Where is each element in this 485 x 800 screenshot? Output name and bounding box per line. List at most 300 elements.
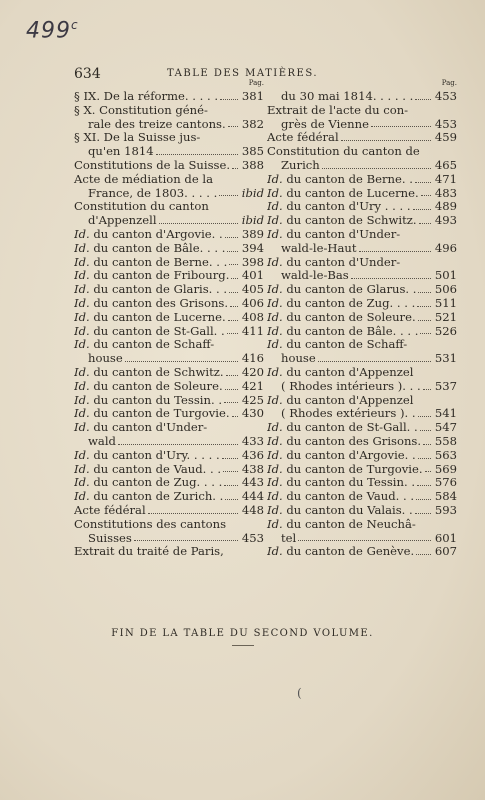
dot-leader: [231, 278, 237, 279]
toc-page-number: 389: [241, 226, 264, 241]
pag-label: Pag.: [248, 79, 264, 87]
dot-leader: [415, 182, 431, 183]
toc-entry: [74, 380, 264, 394]
toc-entry-title: [88, 214, 157, 228]
toc-entry: [74, 476, 264, 490]
toc-entry: [74, 311, 264, 325]
dot-leader: [228, 126, 238, 127]
dot-leader: [225, 389, 238, 390]
toc-entry-label: Extrait du traité de Paris,: [74, 544, 224, 559]
toc-entry: [74, 256, 264, 270]
toc-id-abbrev: Id.: [267, 490, 283, 504]
toc-page-number: 430: [241, 406, 264, 421]
toc-entry: [267, 269, 457, 283]
toc-right-column: [267, 78, 457, 559]
toc-entry-title: [74, 504, 146, 518]
toc-entry-title: [281, 118, 369, 132]
toc-entry-label: du canton de Glaris. . .: [89, 283, 228, 297]
toc-entry: [74, 118, 264, 132]
toc-entry: [267, 380, 457, 394]
pag-label: Pag.: [441, 79, 457, 87]
toc-id-abbrev: Id.: [74, 227, 90, 241]
toc-entry-title: [74, 256, 227, 270]
dot-leader: [419, 223, 431, 224]
toc-page-number: ibid: [241, 213, 264, 228]
toc-id-abbrev: Id.: [267, 200, 283, 214]
toc-entry-label: du canton d'Under-: [282, 254, 401, 269]
toc-page-number: 496: [434, 240, 457, 255]
toc-entry: [267, 545, 457, 559]
toc-page-number: 558: [434, 433, 457, 448]
dot-leader: [418, 320, 431, 321]
end-title: FIN DE LA TABLE DU SECOND VOLUME.: [111, 628, 374, 639]
toc-id-abbrev: Id.: [267, 516, 283, 531]
toc-entry-title: [267, 504, 413, 518]
toc-entry-title: [74, 242, 225, 256]
toc-entry: [267, 532, 457, 546]
dot-leader: [225, 237, 238, 238]
toc-page-number: 526: [434, 323, 457, 338]
toc-entry: [267, 407, 457, 421]
toc-entry-label: du canton de Turgovie.: [282, 462, 423, 476]
toc-entry: [267, 283, 457, 297]
toc-page-number: 459: [434, 130, 457, 145]
toc-id-abbrev: Id.: [74, 310, 90, 324]
dot-leader: [415, 99, 431, 100]
toc-entry-label: Constitution du canton de: [267, 144, 420, 159]
toc-entry: [267, 463, 457, 477]
toc-left-column: [74, 78, 264, 559]
toc-entry-title: [267, 449, 416, 463]
dot-leader: [341, 140, 431, 141]
toc-entry-line: [267, 145, 457, 159]
toc-entry-title: [267, 297, 415, 311]
dot-leader: [322, 168, 431, 169]
toc-entry-label: du canton de Genève.: [282, 545, 415, 559]
toc-entry-label: qu'en 1814: [88, 145, 154, 159]
toc-id-abbrev: Id.: [267, 476, 283, 490]
toc-page-number: 531: [434, 351, 457, 366]
toc-id-abbrev: Id.: [267, 226, 283, 241]
toc-id-abbrev: Id.: [74, 407, 90, 421]
toc-entry: [74, 394, 264, 408]
dot-leader: [227, 333, 238, 334]
toc-id-abbrev: Id.: [74, 379, 90, 393]
toc-entry-label: wald: [88, 434, 116, 448]
toc-entry: [74, 463, 264, 477]
dot-leader: [224, 485, 238, 486]
toc-id-abbrev: Id.: [74, 324, 90, 338]
toc-entry-label: wald-le-Haut: [281, 241, 357, 255]
dot-leader: [418, 292, 430, 293]
dot-leader: [134, 540, 238, 541]
toc-entry-label: Constitutions de la Suisse.: [74, 158, 231, 172]
toc-entry-label: du canton de Schaff-: [89, 337, 215, 352]
toc-entry-line: [267, 104, 457, 118]
toc-id-abbrev: Id.: [74, 296, 90, 310]
toc-entry-title: [74, 269, 229, 283]
toc-page-number: 593: [434, 502, 457, 517]
toc-entry-title: [74, 90, 218, 104]
toc-entry-label: du canton d'Ury. . . . .: [89, 448, 220, 462]
toc-entry: [267, 352, 457, 366]
toc-entry-title: [88, 352, 123, 366]
dot-leader: [118, 444, 238, 445]
dot-leader: [225, 499, 237, 500]
toc-page-number: 489: [434, 199, 457, 214]
dot-leader: [417, 485, 431, 486]
toc-entry-line: [74, 421, 264, 435]
toc-entry: [267, 131, 457, 145]
toc-page-number: 521: [434, 309, 457, 324]
dot-leader: [425, 471, 431, 472]
dot-leader: [415, 513, 431, 514]
toc-entry: [267, 173, 457, 187]
toc-page-number: 388: [241, 157, 264, 172]
toc-entry-title: [74, 311, 226, 325]
toc-entry-line: [267, 228, 457, 242]
dot-leader: [416, 499, 431, 500]
toc-entry: [74, 214, 264, 228]
dot-leader: [359, 251, 431, 252]
toc-id-abbrev: Id.: [74, 462, 90, 476]
toc-entry: [74, 145, 264, 159]
toc-entry-title: [267, 463, 423, 477]
dot-leader: [223, 471, 238, 472]
toc-entry: [267, 421, 457, 435]
toc-entry-label: du canton d'Under-: [89, 420, 208, 435]
toc-entry: [267, 311, 457, 325]
toc-entry-title: [74, 463, 221, 477]
toc-entry: [267, 490, 457, 504]
dot-leader: [229, 292, 238, 293]
toc-entry-label: France, de 1803. . . . .: [88, 186, 218, 200]
toc-entry-label: du canton de Vaud. . .: [89, 462, 222, 476]
toc-entry-label: § XI. De la Suisse jus-: [74, 130, 201, 145]
toc-entry: [267, 214, 457, 228]
toc-entry: [267, 200, 457, 214]
toc-entry-title: [74, 325, 225, 339]
toc-entry: [74, 242, 264, 256]
toc-entry-title: [281, 159, 320, 173]
toc-page-number: 382: [241, 116, 264, 131]
toc-page-number: 483: [434, 185, 457, 200]
toc-entry-label: Extrait de l'acte du con-: [267, 102, 409, 117]
toc-entry-label: rale des treize cantons.: [88, 117, 226, 131]
dot-leader: [298, 540, 431, 541]
toc-entry-label: house: [281, 352, 316, 366]
dot-leader: [125, 361, 238, 362]
toc-entry-title: [74, 394, 222, 408]
dot-leader: [229, 264, 238, 265]
toc-entry-label: du canton du Tessin. .: [282, 476, 416, 490]
dot-leader: [148, 513, 238, 514]
dot-leader: [418, 458, 431, 459]
toc-entry: [267, 118, 457, 132]
toc-entry-label: du canton de Zug. . . .: [89, 476, 223, 490]
toc-entry-label: du canton de Vaud. . .: [282, 490, 415, 504]
toc-page-number: 541: [434, 406, 457, 421]
toc-entry-label: ( Rhodes extérieurs ). .: [281, 407, 416, 421]
toc-entry-title: [74, 449, 220, 463]
toc-id-abbrev: Id.: [267, 421, 283, 435]
toc-entry-line: [74, 545, 264, 559]
toc-entry-label: du canton de Schwitz.: [89, 365, 224, 379]
toc-id-abbrev: Id.: [74, 476, 90, 490]
toc-entry-title: [267, 214, 417, 228]
toc-page-number: 569: [434, 461, 457, 476]
dot-leader: [156, 154, 238, 155]
dot-leader: [222, 458, 238, 459]
toc-entry-label: § IX. De la réforme. . . . .: [74, 90, 219, 103]
toc-entry-title: [281, 269, 349, 283]
toc-entry-title: [281, 380, 421, 394]
dot-leader: [232, 416, 238, 417]
toc-entry-title: [267, 325, 418, 339]
bottom-mark: (: [297, 686, 302, 700]
toc-id-abbrev: Id.: [267, 434, 283, 448]
toc-entry-label: du canton de Berne. .: [282, 172, 413, 186]
toc-entry-line: [267, 338, 457, 352]
toc-id-abbrev: Id.: [267, 324, 283, 338]
toc-id-abbrev: Id.: [267, 337, 283, 352]
toc-entry: [74, 407, 264, 421]
toc-id-abbrev: Id.: [74, 255, 90, 269]
toc-entry-label: Suisses: [88, 531, 132, 545]
toc-entry: [74, 352, 264, 366]
toc-entry-label: du canton de Turgovie.: [89, 407, 230, 421]
toc-entry-title: [74, 490, 223, 504]
toc-page-number: 576: [434, 475, 457, 490]
toc-entry: [74, 435, 264, 449]
toc-entry-title: [267, 131, 339, 145]
toc-entry-title: [74, 159, 230, 173]
dot-leader: [226, 375, 238, 376]
toc-entry-title: [267, 187, 419, 201]
toc-id-abbrev: Id.: [267, 545, 283, 559]
toc-entry: [74, 449, 264, 463]
toc-page-number: 436: [241, 447, 264, 462]
toc-entry-label: tel: [281, 531, 297, 545]
toc-page-number: 385: [241, 144, 264, 159]
toc-page-number: 607: [434, 544, 457, 559]
toc-entry-line: [74, 338, 264, 352]
toc-entry-title: [281, 90, 413, 104]
toc-entry-title: [267, 490, 414, 504]
toc-id-abbrev: Id.: [267, 462, 283, 476]
toc-entry-label: du canton de Glarus. .: [282, 283, 417, 297]
dot-leader: [420, 333, 430, 334]
dot-leader: [416, 554, 431, 555]
handwritten-note: 499$^c$: [26, 18, 79, 44]
toc-entry: [74, 532, 264, 546]
toc-entry-title: [74, 366, 224, 380]
toc-entry: [74, 159, 264, 173]
toc-page-number: 416: [241, 351, 264, 366]
toc-entry-label: du canton de Bâle. . . .: [89, 241, 226, 255]
toc-page-number: 465: [434, 157, 457, 172]
dot-leader: [219, 195, 237, 196]
toc-page-number: 453: [434, 116, 457, 131]
toc-entry: [267, 476, 457, 490]
toc-entry-label: du canton d'Under-: [282, 226, 401, 241]
toc-entry-label: du canton de Soleure.: [89, 379, 223, 393]
toc-entry: [74, 366, 264, 380]
toc-entry-title: [88, 145, 154, 159]
toc-entry-label: wald-le-Bas: [281, 269, 349, 283]
toc-entry-label: grès de Vienne: [281, 117, 369, 131]
toc-id-abbrev: Id.: [74, 365, 90, 379]
dot-leader: [351, 278, 431, 279]
toc-entry: [267, 435, 457, 449]
dot-leader: [227, 251, 237, 252]
toc-entry-label: § X. Constitution géné-: [74, 102, 208, 117]
toc-page-number: 394: [241, 240, 264, 255]
toc-id-abbrev: Id.: [74, 393, 90, 407]
toc-page-number: 408: [241, 309, 264, 324]
toc-entry: [74, 297, 264, 311]
toc-entry-label: du canton de Zurich. .: [89, 490, 224, 504]
toc-entry: [267, 242, 457, 256]
toc-page-number: 506: [434, 282, 457, 297]
toc-page-number: 471: [434, 171, 457, 186]
dot-leader: [318, 361, 431, 362]
toc-entry: [267, 325, 457, 339]
dot-leader: [423, 444, 431, 445]
toc-page-number: 401: [241, 268, 264, 283]
toc-id-abbrev: Id.: [267, 392, 283, 407]
toc-entry-title: [267, 200, 411, 214]
toc-entry: [267, 159, 457, 173]
toc-entry-label: du canton de Berne. . .: [89, 255, 228, 269]
toc-entry-title: [267, 421, 418, 435]
toc-id-abbrev: Id.: [74, 490, 90, 504]
toc-entry-label: du 30 mai 1814. . . . . .: [281, 90, 414, 103]
toc-entry-label: du canton d'Appenzel: [282, 364, 414, 379]
dot-leader: [371, 126, 431, 127]
toc-entry-title: [267, 173, 413, 187]
toc-entry-label: du canton du Tessin. .: [89, 393, 223, 407]
toc-page-number: 421: [241, 378, 264, 393]
toc-entry-label: du canton de St-Gall. .: [282, 421, 418, 435]
toc-entry: [74, 269, 264, 283]
toc-page-number: 453: [241, 530, 264, 545]
toc-page-number: 453: [434, 89, 457, 103]
toc-entry: [74, 490, 264, 504]
toc-id-abbrev: Id.: [267, 172, 283, 186]
toc-entry-title: [74, 297, 228, 311]
toc-entry-title: [74, 407, 230, 421]
toc-entry-title: [88, 187, 217, 201]
dot-leader: [413, 209, 431, 210]
toc-id-abbrev: Id.: [74, 420, 90, 435]
toc-entry-title: [267, 545, 414, 559]
toc-page-number: 438: [241, 461, 264, 476]
toc-id-abbrev: Id.: [267, 448, 283, 462]
toc-entry-line: [267, 256, 457, 270]
toc-page-number: 537: [434, 378, 457, 393]
toc-entry-label: ( Rhodes intérieurs ). . .: [281, 379, 421, 393]
toc-entry-label: du canton d'Appenzel: [282, 392, 414, 407]
toc-entry-label: du canton de Lucerne.: [282, 186, 419, 200]
toc-entry-label: du canton de Schaff-: [282, 337, 408, 352]
toc-entry-title: [88, 532, 132, 546]
toc-id-abbrev: Id.: [267, 310, 283, 324]
toc-entry-label: du canton de Fribourg.: [89, 269, 230, 283]
toc-entry-title: [74, 380, 223, 394]
dot-leader: [220, 99, 238, 100]
toc-entry-title: [74, 476, 222, 490]
toc-page-number: 433: [241, 433, 264, 448]
toc-entry: [267, 297, 457, 311]
toc-id-abbrev: Id.: [267, 364, 283, 379]
toc-entry: [74, 283, 264, 297]
toc-entry-line: [74, 200, 264, 214]
toc-page-number: 411: [241, 323, 264, 338]
toc-entry-line: [74, 173, 264, 187]
dot-leader: [224, 402, 238, 403]
divider-rule: [232, 645, 254, 646]
toc-page-number: 511: [434, 295, 457, 310]
toc-entry-label: du canton des Grisons.: [282, 434, 422, 448]
toc-page-number: 420: [241, 364, 264, 379]
toc-entry-label: Acte fédéral: [267, 131, 339, 145]
toc-entry-label: du canton d'Argovie. .: [282, 448, 416, 462]
dot-leader: [232, 168, 238, 169]
toc-entry-label: Acte fédéral: [74, 503, 146, 517]
running-header: TABLE DES MATIÈRES.: [167, 68, 318, 79]
toc-entry-label: du canton de Soleure.: [282, 310, 416, 324]
toc-page-number: 406: [241, 295, 264, 310]
toc-entry: [74, 504, 264, 518]
toc-entry-label: Acte de médiation de la: [74, 171, 214, 186]
dot-leader: [420, 430, 431, 431]
toc-entry-title: [88, 435, 116, 449]
toc-entry-label: du canton du Valais. .: [282, 503, 413, 517]
toc-page-number: 563: [434, 447, 457, 462]
toc-entry: [74, 90, 264, 104]
toc-entry-label: du canton d'Argovie. .: [89, 227, 223, 241]
toc-id-abbrev: Id.: [74, 448, 90, 462]
toc-entry: [267, 187, 457, 201]
toc-entry-line: [74, 131, 264, 145]
toc-page-number: 405: [241, 282, 264, 297]
page-number: 634: [74, 66, 101, 82]
toc-id-abbrev: Id.: [267, 254, 283, 269]
toc-entry-label: du canton de Lucerne.: [89, 310, 226, 324]
dot-leader: [418, 416, 431, 417]
dot-leader: [421, 195, 431, 196]
toc-entry-label: du canton de Zug. . . .: [282, 296, 416, 310]
toc-page-number: 444: [241, 489, 264, 504]
toc-entry-line: [267, 394, 457, 408]
toc-id-abbrev: Id.: [267, 214, 283, 228]
toc-entry: [267, 504, 457, 518]
toc-page-number: 425: [241, 392, 264, 407]
toc-entry-line: [267, 518, 457, 532]
toc-entry-title: [267, 435, 421, 449]
dot-leader: [228, 320, 238, 321]
toc-entry-title: [74, 283, 227, 297]
toc-entry-title: [281, 242, 357, 256]
toc-page-number: 398: [241, 254, 264, 269]
toc-entry-line: [74, 518, 264, 532]
toc-page-number: 584: [434, 489, 457, 504]
toc-entry: [74, 325, 264, 339]
toc-entry-label: house: [88, 352, 123, 366]
toc-page-number: 381: [241, 89, 264, 103]
toc-page-number: 501: [434, 268, 457, 283]
